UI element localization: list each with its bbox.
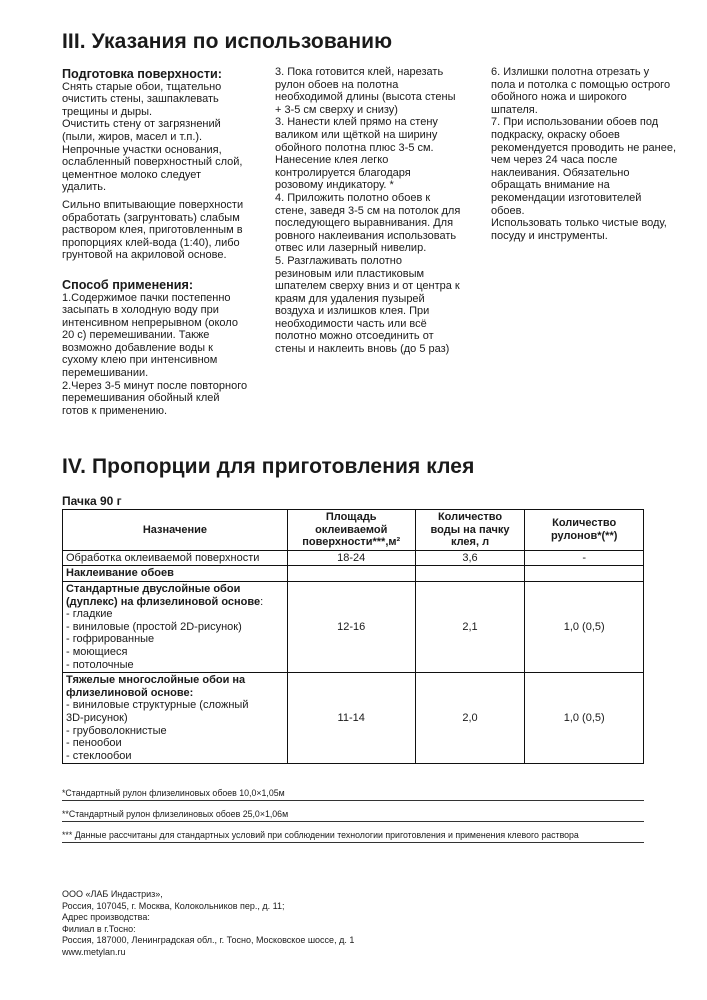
text-line: Россия, 187000, Ленинградская обл., г. Тосно, Московское шоссе, д. 1 xyxy=(62,935,355,946)
text-line: последующего выравнивания. Для xyxy=(275,217,454,230)
row-duplex-area: 12-16 xyxy=(287,581,415,672)
text-line: - виниловые (простой 2D-рисунок) xyxy=(66,620,242,633)
text-line: обойного полотна плюс 3-5 см. xyxy=(275,141,434,154)
text-line: валиком или щёткой на ширину xyxy=(275,128,438,141)
text-line: - моющиеся xyxy=(66,645,128,658)
text-line: стене, заведя 3-5 см на потолок для xyxy=(275,204,461,217)
text-line: 2.Через 3-5 минут после повторного xyxy=(62,379,248,392)
text-line: грунтовой на акриловой основе. xyxy=(62,249,227,262)
text-line: чем через 24 часа после xyxy=(491,154,618,167)
text-line: ООО «ЛАБ Индастриз», xyxy=(62,889,163,899)
section-3-title: III. Указания по использованию xyxy=(62,30,393,53)
text-line: удалить. xyxy=(62,181,107,194)
section-4-title: IV. Пропорции для приготовления клея xyxy=(62,455,475,478)
text-line: раствором клея, приготовленным в xyxy=(62,224,243,237)
text-line: трещины и дыры. xyxy=(62,105,153,118)
text-line: пропорциях клей-вода (1:40), либо xyxy=(62,236,240,249)
row-surface-area: 18-24 xyxy=(287,550,415,566)
text-line: Непрочные участки основания, xyxy=(62,143,222,156)
header-water: Количество воды на пачку клея, л xyxy=(415,510,525,551)
text-line: подкраску, окраску обоев xyxy=(491,128,620,141)
text-line: обращать внимание на xyxy=(491,179,610,192)
text-line: 3. Нанести клей прямо на стену xyxy=(275,116,438,129)
text-line: готов к применению. xyxy=(62,404,168,417)
text-line: отвес или лазерный нивелир. xyxy=(275,242,427,255)
surface-prep-text xyxy=(62,81,247,262)
row-heavy-label: Тяжелые многослойные обои на флизелиновой основе: - виниловые структурные (сложный 3D-рисунок) - грубоволокнистые - пенообои - стеклообои xyxy=(63,673,288,764)
row-heavy-area: 11-14 xyxy=(287,673,415,764)
text-line: необходимости часть или всё xyxy=(275,317,427,330)
text-line: перемешивании. xyxy=(62,367,149,380)
text-line: Очистить стену от загрязнений xyxy=(62,118,221,131)
text-line: резиновым или пластиковым xyxy=(275,267,425,280)
text-line: возможно добавление воды к xyxy=(62,341,213,354)
text-line: Россия, 107045, г. Москва, Колокольников пер., д. 11; xyxy=(62,900,285,911)
surface-prep-heading: Подготовка поверхности: xyxy=(62,67,222,81)
text-line: (пыли, жиров, масел и т.п.). xyxy=(62,130,203,143)
text-line: краям для удаления пузырей xyxy=(275,292,425,305)
text-line: Сильно впитывающие поверхности xyxy=(62,198,244,211)
text-line: стены и наклеить вновь (до 5 раз) xyxy=(275,343,450,356)
group-label: Наклеивание обоев xyxy=(63,566,288,582)
text-line: пола и потолка с помощью острого xyxy=(491,78,671,91)
text-line: Филиал в г.Тосно: xyxy=(62,923,136,934)
note-1: *Стандартный рулон флизелиновых обоев 10,0×1,05м xyxy=(62,788,644,801)
text-line: 20 с) перемешивании. Также xyxy=(62,329,210,342)
text-line: рекомендуется проводить не ранее, xyxy=(491,141,677,154)
pack-size-label: Пачка 90 г xyxy=(62,494,122,508)
text-line: 1.Содержимое пачки постепенно xyxy=(62,291,231,304)
text-line: - гофрированные xyxy=(66,633,155,646)
text-line: засыпать в холодную воду при xyxy=(62,304,219,317)
text-line: - потолочные xyxy=(66,658,134,671)
text-line: полотно можно отсоединить от xyxy=(275,330,434,343)
note-2: **Стандартный рулон флизелиновых обоев 25,0×1,06м xyxy=(62,809,644,822)
text-line: 3. Пока готовится клей, нарезать xyxy=(275,66,444,78)
row-surface-label: Обработка оклеиваемой поверхности xyxy=(63,550,288,566)
text-line: - пенообои xyxy=(66,737,122,750)
text-line: 3D-рисунок) xyxy=(66,711,128,724)
text-line: шпателем сверху вниз и от центра к xyxy=(275,280,460,293)
company-footer xyxy=(62,889,354,959)
text-line: Нанесение клея легко xyxy=(275,154,389,167)
text-line: ослабленный поверхностный слой, xyxy=(62,156,243,169)
column-2 xyxy=(275,66,460,356)
text-line: сухому клею при интенсивном xyxy=(62,354,218,367)
text-line: Снять старые обои, тщательно xyxy=(62,80,222,93)
text-line: обработать (загрунтовать) слабым xyxy=(62,211,240,224)
text-line: Использовать только чистые воду, xyxy=(491,217,667,230)
text-line: - виниловые структурные (сложный xyxy=(66,699,249,712)
text-line: обойного ножа и широкого xyxy=(491,91,627,104)
text-line: контролируется благодаря xyxy=(275,166,411,179)
text-line: перемешивания обойный клей xyxy=(62,392,220,405)
table-row xyxy=(63,673,644,764)
row-heavy-water: 2,0 xyxy=(415,673,525,764)
text-line: рулон обоев на полотна xyxy=(275,78,399,91)
text-line: обоев. xyxy=(491,204,525,217)
table-notes xyxy=(62,788,644,851)
text-line: 4. Приложить полотно обоев к xyxy=(275,191,431,204)
text-line: Адрес производства: xyxy=(62,912,150,923)
text-line: воздуха и излишков клея. При xyxy=(275,305,430,318)
text-line: 6. Излишки полотна отрезать у xyxy=(491,66,650,78)
proportions-table xyxy=(62,509,644,764)
table-row xyxy=(63,581,644,672)
text-line: очистить стены, зашпаклевать xyxy=(62,93,219,106)
row-surface-water: 3,6 xyxy=(415,550,525,566)
application-text xyxy=(62,292,247,418)
text-line: 7. При использовании обоев под xyxy=(491,116,659,129)
text-line: - стеклообои xyxy=(66,749,132,762)
text-line: цементное молоко следует xyxy=(62,168,202,181)
row-duplex-label: Стандартные двуслойные обои (дуплекс) на флизелиновой основе: - гладкие - виниловые (простой 2D-рисунок) - гофрированные - моющиеся - потолочные xyxy=(63,581,288,672)
text-line: рекомендации изготовителей xyxy=(491,191,642,204)
text-line: необходимой длины (высота стены xyxy=(275,91,456,104)
text-line: www.metylan.ru xyxy=(62,946,126,957)
header-purpose: Назначение xyxy=(63,510,288,551)
column-1 xyxy=(62,68,247,417)
row-duplex-water: 2,1 xyxy=(415,581,525,672)
table-header-row xyxy=(63,510,644,551)
text-line: шпателя. xyxy=(491,103,538,116)
table-row xyxy=(63,550,644,566)
header-area: Площадь оклеиваемой поверхности***,м² xyxy=(287,510,415,551)
text-line: 5. Разглаживать полотно xyxy=(275,254,402,267)
note-3: *** Данные рассчитаны для стандартных условий при соблюдении технологии приготовления и применения клевого раствора xyxy=(62,830,644,843)
row-surface-rolls: - xyxy=(525,550,644,566)
table-group-row xyxy=(63,566,644,582)
text-line: интенсивном непрерывном (около xyxy=(62,316,238,329)
row-heavy-rolls: 1,0 (0,5) xyxy=(525,673,644,764)
text-line: посуду и инструменты. xyxy=(491,229,608,242)
text-line: ровного наклеивания использовать xyxy=(275,229,457,242)
application-heading: Способ применения: xyxy=(62,277,194,292)
text-line: - гладкие xyxy=(66,608,113,621)
text-line: наклеивания. Обязательно xyxy=(491,166,630,179)
text-line: + 3-5 см сверху и снизу) xyxy=(275,103,398,116)
header-rolls: Количество рулонов*(**) xyxy=(525,510,644,551)
text-line: розовому индикатору. * xyxy=(275,179,394,192)
text-line: - грубоволокнистые xyxy=(66,724,167,737)
row-duplex-rolls: 1,0 (0,5) xyxy=(525,581,644,672)
column-3 xyxy=(491,66,676,242)
